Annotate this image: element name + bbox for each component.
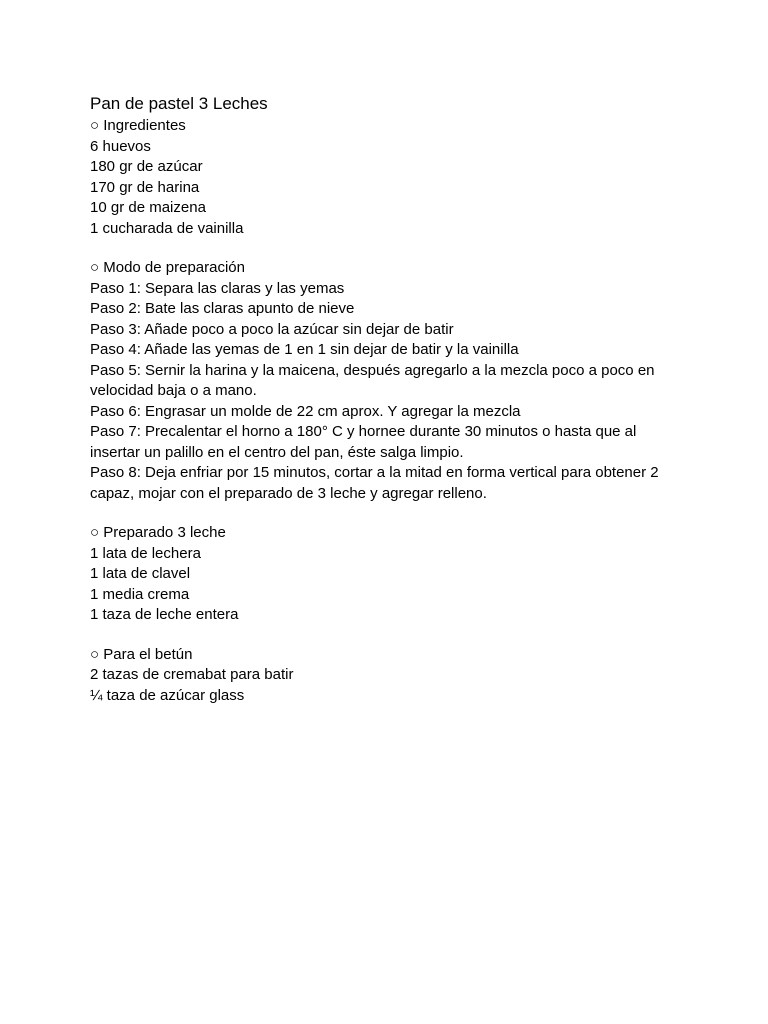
list-item: 1 cucharada de vainilla — [90, 219, 244, 237]
step-item: Paso 3: Añade poco a poco la azúcar sin dejar de batir — [90, 320, 454, 338]
section-heading: ○ Modo de preparación — [90, 259, 245, 276]
section-spacer — [90, 504, 680, 523]
step-item: Paso 7: Precalentar el horno a 180° C y hornee durante 30 minutos o hasta que al insertar un palillo en el centro del pan, éste salga limpio. — [90, 423, 637, 461]
list-item: 1 media crema — [90, 585, 190, 603]
step-item: Paso 2: Bate las claras apunto de nieve — [90, 300, 355, 317]
list-item: 180 gr de azúcar — [90, 158, 203, 175]
section-heading: ○ Ingredientes — [90, 117, 186, 134]
section-spacer — [90, 626, 680, 645]
list-item: 1 lata de lechera — [90, 544, 201, 562]
section-para-el-betun — [90, 645, 680, 707]
list-item: 1 lata de clavel — [90, 565, 191, 582]
step-item: Paso 5: Sernir la harina y la maicena, después agregarlo a la mezcla poco a poco en velocidad baja o a mano. — [90, 361, 655, 399]
step-item: Paso 8: Deja enfriar por 15 minutos, cortar a la mitad en forma vertical para obtener 2 capaz, mojar con el preparado de 3 leche y agregar relleno. — [90, 464, 659, 502]
document-title: Pan de pastel 3 Leches — [90, 94, 268, 113]
list-item: 10 gr de maizena — [90, 199, 206, 216]
step-item: Paso 4: Añade las yemas de 1 en 1 sin dejar de batir y la vainilla — [90, 341, 519, 358]
section-spacer — [90, 239, 680, 258]
list-item: ¼ taza de azúcar glass — [90, 686, 245, 704]
list-item: 1 taza de leche entera — [90, 606, 239, 623]
step-item: Paso 1: Separa las claras y las yemas — [90, 279, 345, 297]
section-heading: ○ Para el betún — [90, 645, 193, 663]
section-preparado-3-leche — [90, 523, 680, 626]
list-item: 2 tazas de cremabat para batir — [90, 666, 294, 683]
section-modo-de-preparacion — [90, 258, 680, 504]
step-item: Paso 6: Engrasar un molde de 22 cm aprox. Y agregar la mezcla — [90, 402, 521, 420]
document-page — [90, 93, 680, 706]
section-heading: ○ Preparado 3 leche — [90, 524, 226, 541]
list-item: 170 gr de harina — [90, 178, 200, 196]
list-item: 6 huevos — [90, 137, 151, 155]
section-ingredientes — [90, 116, 680, 239]
